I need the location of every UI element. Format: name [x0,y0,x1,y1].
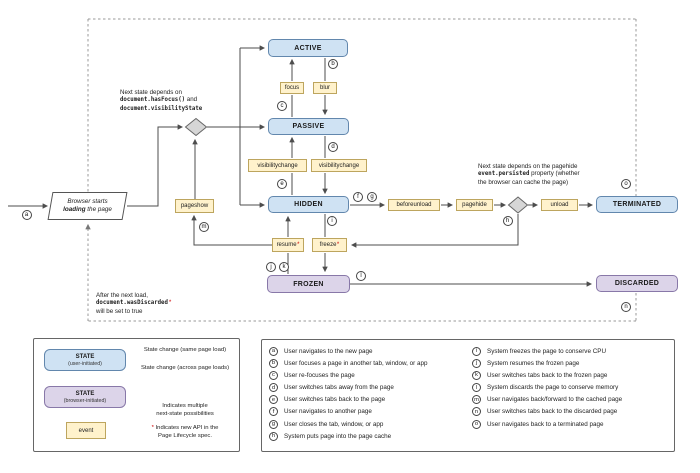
new-api-asterisk: * [336,242,340,248]
marker-j: j [266,262,276,272]
key-letter: k [472,371,481,380]
key-letter: n [472,407,481,416]
key-text: User navigates to the new page [284,347,373,355]
key-item [472,383,622,393]
marker-n: n [621,302,631,312]
key-letter: c [269,371,278,380]
note-next-state-focus [120,89,202,113]
marker-c: c [277,101,287,111]
new-api-asterisk: * [297,242,300,248]
note-line: the browser can cache the page) [478,178,569,186]
key-letter: i [472,347,481,356]
note-line: property (whether [529,170,580,178]
marker-e: e [277,179,287,189]
multi-state-diamond-load [186,119,207,136]
code-hasfocus: document.hasFocus() [120,97,186,104]
legend-state-user-sub: (user-initiated) [68,360,102,367]
key-item [269,419,428,429]
code-wasdiscarded: document.wasDiscarded [96,300,168,307]
key-letter: h [269,432,278,441]
legend-state-browser-title: STATE [75,390,95,397]
code-visibilitystate: document.visibilityState [120,105,203,112]
key-text: System resumes the frozen page [487,359,580,367]
key-letter: d [269,383,278,392]
event-focus: focus [280,82,304,94]
event-freeze-label: freeze [319,242,337,248]
edge-start-to-diamond [127,127,182,206]
marker-i: i [327,216,337,226]
key-letter: o [472,420,481,429]
key-item [269,346,428,356]
note-line: and [185,96,198,104]
marker-b: b [328,59,338,69]
legend-arrow-across-label: State change (across page loads) [140,365,230,371]
note-line: After the next load, [96,292,148,299]
start-node [48,192,128,220]
event-resume [272,238,304,252]
event-resume-label: resume [276,242,297,248]
key-item [472,407,622,417]
key-text: System freezes the page to conserve CPU [487,347,606,355]
multi-state-diamond-pagehide [509,197,528,213]
legend-state-browser [44,386,126,408]
key-item [472,395,622,405]
start-node-label [51,193,124,219]
key-text: User switches tabs back to the page [284,396,386,404]
key-column-left [269,346,428,444]
marker-o: o [621,179,631,189]
key-text: User switches tabs back to the frozen page [487,371,608,379]
legend-star-note-line2: Page Lifecycle spec. [157,432,213,439]
key-item [472,419,622,429]
legend-event-sample: event [66,422,106,439]
state-passive: PASSIVE [268,118,349,135]
edge-cache-to-freeze [352,214,518,245]
new-api-asterisk: * [168,299,172,307]
key-item [269,431,428,441]
marker-h: h [503,216,513,226]
legend-shapes-box [33,338,240,452]
key-item [269,358,428,368]
new-api-asterisk: * [151,425,154,431]
key-text: User navigates back to a terminated page [487,420,604,428]
key-text: User switches tabs away from the page [284,384,394,392]
key-text: User navigates to another page [284,408,372,416]
key-letter: l [472,383,481,392]
key-column-right [472,346,622,431]
marker-l: l [356,271,366,281]
event-beforeunload: beforeunload [388,199,440,211]
start-line1: Browser starts [67,198,108,206]
key-text: User switches tabs back to the discarded page [487,408,618,416]
legend-star-note [137,425,233,440]
marker-k: k [279,262,289,272]
key-letter: b [269,359,278,368]
legend-diamond-note-line2: next-state possibilities [156,410,214,417]
event-pageshow: pageshow [175,199,214,213]
key-text: User closes the tab, window, or app [284,420,384,428]
key-letter: j [472,359,481,368]
start-rest: the page [85,206,112,213]
event-unload: unload [541,199,578,211]
marker-d: d [328,142,338,152]
key-text: User focuses a page in another tab, window, or app [284,359,428,367]
key-item [472,358,622,368]
state-active: ACTIVE [268,39,348,57]
key-letter: a [269,347,278,356]
event-pagehide: pagehide [456,199,493,211]
key-letter: m [472,395,481,404]
key-item [269,395,428,405]
key-letter: e [269,395,278,404]
key-text: User re-focuses the page [284,371,355,379]
event-blur: blur [313,82,337,94]
key-item [472,346,622,356]
marker-g: g [367,192,377,202]
legend-state-browser-sub: (browser-initiated) [63,397,107,404]
key-item [269,383,428,393]
event-visibilitychange-up: visibilitychange [248,159,307,172]
event-freeze [312,238,347,252]
state-frozen: FROZEN [267,275,350,293]
key-item [269,407,428,417]
legend-transitions-box [261,339,675,452]
marker-a: a [22,210,32,220]
start-bold-word: loading [63,206,86,213]
note-line: Next state depends on [120,89,182,96]
key-item [269,370,428,380]
legend-diamond-note [137,403,233,418]
key-text: User navigates back/forward to the cached page [487,396,623,404]
marker-f: f [353,192,363,202]
note-was-discarded [96,292,171,315]
state-terminated: TERMINATED [596,196,678,213]
state-discarded: DISCARDED [596,275,678,292]
key-text: System puts page into the page cache [284,432,392,440]
legend-star-note-line1: Indicates new API in the [153,425,219,431]
code-persisted: event.persisted [478,171,530,178]
key-letter: g [269,420,278,429]
event-visibilitychange-down: visibilitychange [311,159,367,172]
note-next-state-pagehide [478,163,580,186]
state-hidden: HIDDEN [268,196,349,213]
legend-state-user [44,349,126,371]
legend-state-user-title: STATE [75,353,95,360]
note-line: will be set to true [96,307,143,315]
marker-m: m [199,222,209,232]
key-text: System discards the page to conserve memory [487,384,619,392]
key-item [472,370,622,380]
legend-diamond-note-line1: Indicates multiple [162,403,208,409]
note-line: Next state depends on the pagehide [478,163,578,170]
key-letter: f [269,407,278,416]
legend-arrow-same-label: State change (same page load) [143,347,227,353]
